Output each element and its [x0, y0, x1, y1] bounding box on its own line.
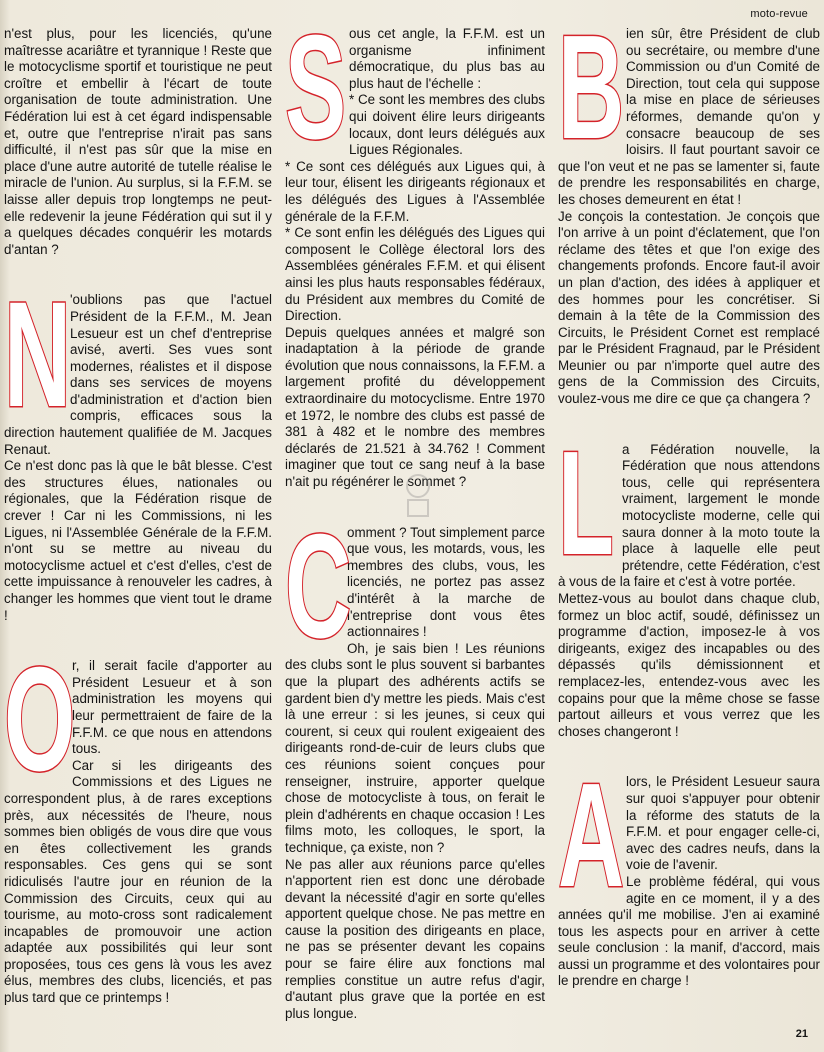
drop-cap-n: N: [4, 270, 69, 439]
paragraph: Car si les dirigeants des Commissions et des Ligues ne correspondent plus, à de rares exceptions près, aux nécessités de l'heure, nous sommes bien obligés de vous dire que vous en êtes collectivement les grands responsables. Ces gens qui se sont ridiculisés l'autre jour en réunion de la Commission des Circuits, ceux qui au tourisme, au moto-cross sont radicalement incapables de promouvoir une action adaptée aux possibilités qui leur sont proposées, tous ces gens là vous les avez élus, membres des clubs, licenciés, et pas plus tard que ce printemps !: [4, 757, 272, 1006]
paragraph: Mettez-vous au boulot dans chaque club, formez un bloc actif, soudé, définissez un programme d'action, imposez-le à vos dirigeants, exigez des incapables ou des dépassés qu'ils démissionnent et remplacez-les, entendez-vous avec les copains pour que la même chose se fasse partout ailleurs et vous verrez que les choses changeront !: [558, 591, 820, 739]
page-number: 21: [795, 1028, 808, 1040]
paragraph: n'est plus, pour les licenciés, qu'une maîtresse acariâtre et tyrannique ! Reste que le motocyclisme sportif et touristique ne peut croître et embellir à l'écart de toute organisation de toute administration. Une Fédération lui est à cet égard indispensable et, outre que l'entreprise n'irait pas sans difficulté, il n'est pas sûr que la mise en place d'une autre autorité de tutelle réalise le miracle de l'union. Au surplus, si la F.F.M. se laisse aller depuis trop longtemps ne peut-elle redevenir la jeune Fédération qui sut il y a quelques décades conquérir les motards d'antan ?: [4, 26, 272, 257]
watermark-logo-icon: [400, 472, 436, 518]
paragraph: Oh, je sais bien ! Les réunions des clubs sont le plus souvent si barbantes que la plupart des adhérents actifs se gardent bien d'y mettre les pieds. Mais c'est là une erreur : si les jeunes, si ceux qui courent, si ceux qui roulent exigeaient des dirigeants rond-de-cuir de leurs clubs que ces réunions soient conçues pour renseigner, instruire, apporter quelque chose de motocycliste à tous, on ferait le plein d'adhérents en chaque occasion ! Les films moto, les colloques, le sport, la technique, ça existe, non ?: [285, 640, 545, 855]
paragraph-text: lors, le Président Lesueur saura sur quoi s'appuyer pour obtenir la réforme des statuts de la F.F.M. et pour engager celle-ci, avec des cadres neufs, dans la voie de l'avenir.: [626, 774, 820, 873]
magazine-header: moto-revue: [750, 8, 808, 20]
paragraph: * Ce sont enfin les délégués des Ligues qui composent le Collège électoral lors des Assemblées générales F.F.M. et qui élisent ainsi les plus hauts responsables fédéraux, du Président aux membres du Comité de Direction.: [285, 225, 545, 324]
paragraph-text: ous cet angle, la F.F.M. est un organisme infiniment démocratique, du plus bas au plus haut de l'échelle :: [349, 26, 545, 91]
drop-cap-a: A: [558, 753, 622, 919]
drop-cap-b: B: [558, 5, 622, 170]
paragraph: Depuis quelques années et malgré son inadaptation à la période de grande évolution que nous connaissons, la F.F.M. a largement profité du développement extraordinaire du motocyclisme. Entre 1970 et 1972, le nombre des clubs est passé de 381 à 482 et le nombre des membres déclarés de 21.521 à 34.762 ! Comment imaginer que tout ce sang neuf à la base n'ait pu régénérer le sommet ?: [285, 324, 545, 490]
paragraph: Je conçois la contestation. Je conçois que l'on arrive à un point d'éclatement, que l'on réclame des têtes et que l'on exige des changements profonds. Encore faut-il avoir un plan d'action, des idées à appliquer et des hommes pour les concrétiser. Si demain à la tête de la Commission des Circuits, le Président Cornet est remplacé par le Président Fragnaud, par le Président Meunier ou par n'importe quel autre des gens de la Commission des Circuits, voulez-vous me dire ce que ça changera ?: [558, 208, 820, 407]
drop-cap-o: O: [4, 637, 73, 803]
paragraph: Ne pas aller aux réunions parce qu'elles n'apportent rien est donc une dérobade devant la nécessité d'agir en sorte qu'elles apportent quelque chose. Ne pas mettre en cause la position des dirigeants en place, ne pas se présenter devant les copains pour se faire élire aux fonctions mal remplies constitue un autre refus d'agir, d'autant plus grave que la portée en est plus longue.: [285, 856, 545, 1021]
paragraph-text: omment ? Tout simplement parce que vous, les motards, vous, les membres des clubs, vous, les licenciés, ne portez pas assez d'intérêt à la marche de l'entreprise dont vous êtes actionnaires !: [347, 524, 545, 640]
paragraph-drop-o: [4, 637, 272, 803]
column-2: [285, 5, 545, 1022]
paragraph: Ce n'est donc pas là que le bât blesse. C'est des structures élues, nationales ou régionales, que la Fédération risque de crever ! Car ni les Commissions, ni les Ligues, ni l'Assemblée Générale de la F.F.M. n'ont su se mettre au niveau du motocyclisme actuel et c'est d'elles, c'est de cette impuissance à renouveler les cadres, à changer les hommes que vient tout le drame !: [4, 458, 272, 623]
paragraph-text: ien sûr, être Président de club ou secrétaire, ou membre d'une Commission ou d'un Comité de Direction, tout cela qui suppose la mise en place de sérieuses réformes, demande qu'on y consacre beaucoup de ses loisirs. Il faut pourtant savoir ce que l'on veut et ne pas se lamenter si, faute de prendre les responsabilités en charge, les choses demeurent en état !: [558, 26, 820, 207]
paragraph-drop-n: [4, 270, 272, 458]
drop-cap-s: S: [285, 5, 344, 170]
paragraph-drop-l: [558, 420, 820, 591]
column-1: [4, 26, 272, 1007]
paragraph: * Ce sont ces délégués aux Ligues qui, à leur tour, élisent les dirigeants régionaux et les délégués des Ligues à l'Assemblée générale de la F.F.M.: [285, 158, 545, 224]
paragraph-drop-a: [558, 753, 820, 919]
paragraph-drop-c: [285, 503, 545, 669]
drop-cap-c: C: [285, 503, 349, 669]
drop-cap-l: L: [558, 420, 612, 586]
paragraph: * Ce sont les membres des clubs qui doivent élire leurs dirigeants locaux, dont leurs délégués aux Ligues Régionales.: [349, 92, 545, 158]
paragraph: Le problème fédéral, qui vous agite en ce moment, il y a des années qu'il me mobilise. J'en ai examiné tous les aspects pour en arriver à cette seule conclusion : la manif, d'accord, mais aussi un programme et des volontaires pour le prendre en charge !: [558, 873, 820, 989]
paragraph-text: a Fédération nouvelle, la Fédération que nous attendons tous, celle qui représentera vraiment, largement le monde motocycliste moderne, celle qui saura donner à la moto toute la place à laquelle elle peut prétendre, cette Fédération, c'est à vous de la faire et c'est à votre portée.: [558, 441, 820, 590]
paragraph-text: 'oublions pas que l'actuel Président de la F.F.M., M. Jean Lesueur est un chef d'entreprise avisé, averti. Ses vues sont modernes, réalistes et il dispose dans ses services de moyens d'administration et d'action bien compris, efficaces sous la direction hautement qualifiée de M. Jacques Renaut.: [4, 292, 272, 457]
paragraph-text: r, il serait facile d'apporter au Président Lesueur et à son administration les moyens qui leur permettraient de faire de la F.F.M. ce que nous en attendons tous.: [72, 658, 272, 757]
